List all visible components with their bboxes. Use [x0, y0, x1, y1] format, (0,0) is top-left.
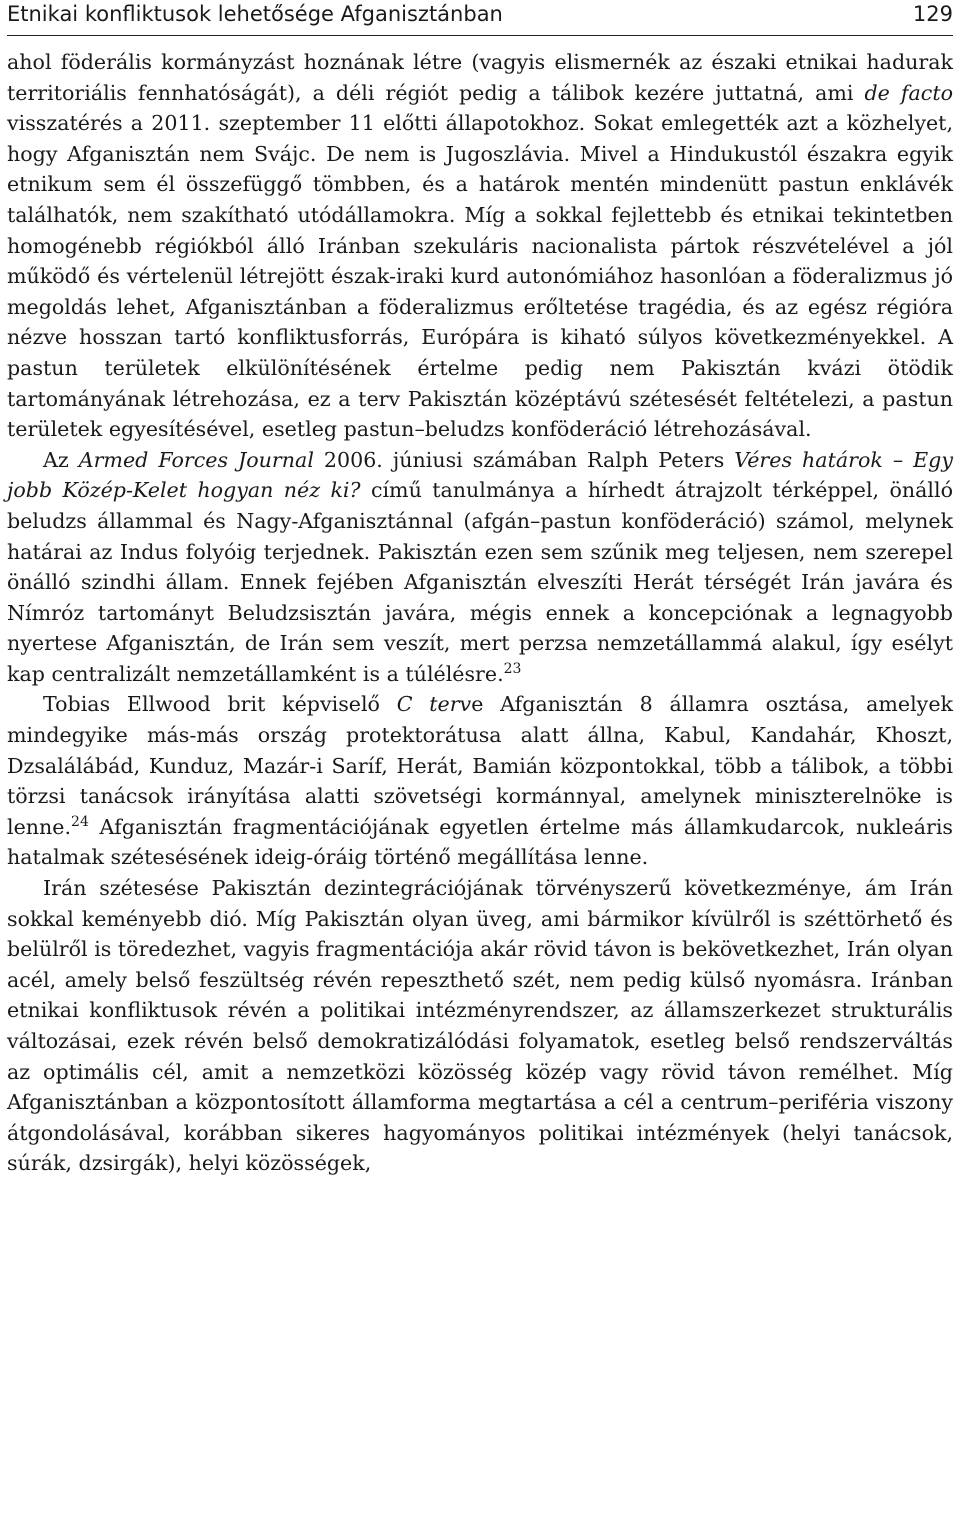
page — [7, 0, 953, 1179]
footnote-ref: 24 — [71, 813, 89, 830]
paragraph — [7, 445, 953, 690]
paragraph — [7, 47, 953, 445]
italic-text: C terv — [396, 692, 472, 717]
footnote-ref: 23 — [503, 661, 522, 678]
text-run: Tobias Ellwood brit képviselő — [43, 692, 397, 717]
paragraph — [7, 873, 953, 1179]
text-run: e Afganisztán 8 államra osztása, amelyek mindegyike más-más ország protektorátusa alatt állna, Kabul, Kandahár, Khoszt, Dzsalálábád, Kunduz, Mazár-i Saríf, Herát, Bamián központokkal, több a tálibok, a többi törzsi tanácsok irányítása alatti szövetségi kormánnyal, amelynek miniszterelnöke is lenne. — [7, 692, 953, 839]
paragraph — [7, 689, 953, 873]
text-run: visszatérés a 2011. szeptember 11 előtti állapotokhoz. Sokat emlegették azt a közhelyet, hogy Afganisztán nem Svájc. De nem is Jugoszlávia. Mivel a Hindukustól északra egyik etnikum sem él összefüggő tömbben, és a határok mentén mindenütt pastun enklávék találhatók, nem szakítható utódállamokra. Míg a sokkal fejlettebb és etnikai tekintetben homogénebb régiókból álló Iránban szekuláris nacionalista pártok részvételével a jól működő és vértelenül létrejött észak-iraki kurd autonómiához hasonlóan a föderalizmus jó megoldás lehet, Afganisztánban a föderalizmus erőltetése tragédia, és az egész régióra nézve hosszan tartó konfliktusforrás, Európára is kiható súlyos következményekkel. A pastun területek elkülönítésének értelme pedig nem Pakisztán kvázi ötödik tartományának létrehozása, ez a terv Pakisztán középtávú szétesését feltételezi, a pastun területek egyesítésével, esetleg pastun–beludzs konföderáció létrehozásával. — [7, 111, 953, 442]
italic-text: Armed Forces Journal — [78, 447, 314, 472]
text-run: Irán szétesése Pakisztán dezintegrációjának törvényszerű következménye, ám Irán sokkal keményebb dió. Míg Pakisztán olyan üveg, ami bármikor kívülről is széttörhető és belülről is töredezhet, vagyis fragmentációja akár rövid távon is bekövetkezhet, Irán olyan acél, amely belső feszültség révén repeszthető szét, nem pedig külső nyomásra. Iránban etnikai konfliktusok révén a politikai intézményrendszer, az államszerkezet strukturális változásai, ezek révén belső demokratizálódási folyamatok, esetleg belső rendszerváltás az optimális cél, amit a nemzetközi közösség közép vagy rövid távon remélhet. Míg Afganisztánban a központosított államforma megtartása a cél a centrum–periféria viszony átgondolásával, korábban sikeres hagyományos politikai intézmények (helyi tanácsok, súrák, dzsirgák), helyi közösségek, — [7, 876, 953, 1176]
text-run: Afganisztán fragmentációjának egyetlen értelme más államkudarcok, nukleáris hatalmak szétesésének ideig-óráig történő megállítása lenne. — [7, 814, 953, 870]
page-number: 129 — [912, 2, 953, 26]
body-text — [7, 47, 953, 1179]
text-run: című tanulmánya a hírhedt átrajzolt térképpel, önálló beludzs állammal és Nagy-Afganisztánnal (afgán–pastun konföderáció) számol, melynek határai az Indus folyóig terjednek. Pakisztán ezen sem szűnik meg teljesen, nem szerepel önálló szindhi állam. Ennek fejében Afganisztán elveszíti Herát térségét Irán javára és Nímróz tartományt Beludzsisztán javára, mégis ennek a koncepciónak a legnagyobb nyertese Afganisztán, de Irán sem veszít, mert perzsa nemzetállammá alakul, így esélyt kap centralizált nemzetállamként is a túlélésre. — [7, 478, 953, 686]
text-run: Az — [43, 447, 79, 472]
running-title: Etnikai konfliktusok lehetősége Afganisztánban — [7, 2, 503, 26]
italic-text: Véres határok – Egy jobb Közép-Kelet hogyan néz ki? — [7, 447, 953, 503]
italic-text: de facto — [864, 80, 954, 105]
running-header — [7, 0, 953, 36]
text-run: 2006. júniusi számában Ralph Peters — [313, 447, 735, 472]
text-run: ahol föderális kormányzást hoznának létre (vagyis elismernék az északi etnikai hadurak territoriális fennhatóságát), a déli régiót pedig a tálibok kezére juttatná, ami — [7, 50, 953, 105]
